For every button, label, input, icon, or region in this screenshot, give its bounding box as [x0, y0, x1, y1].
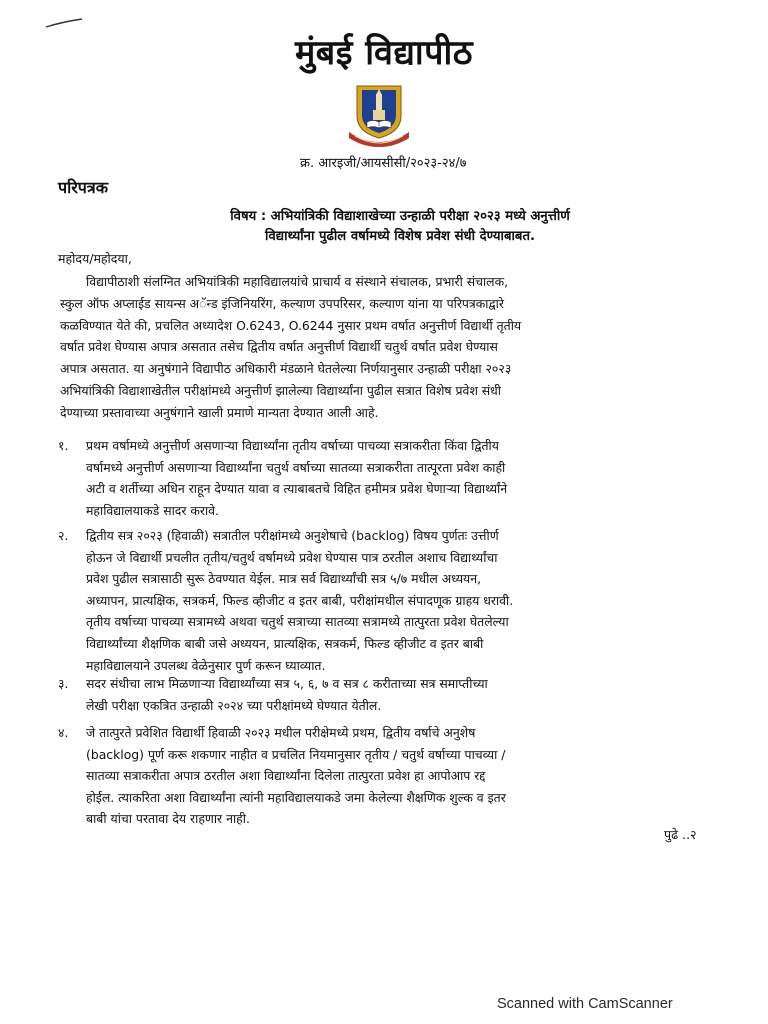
item-line: द्वितीय सत्र २०२३ (हिवाळी) सत्रातील परीक्षांमध्ये अनुशेषाचे (backlog) विषय पुर्णतः उत्तीर्ण: [86, 528, 499, 543]
item-line: होईल. त्याकरिता अशा विद्यार्थ्यांना त्यांनी महाविद्यालयाकडे जमा केलेल्या शैक्षणिक शुल्क व इतर: [86, 789, 506, 805]
paragraph-line: कळविण्यात येते की, प्रचलित अध्यादेश O.6243, O.6244 नुसार प्रथम वर्षात अनुत्तीर्ण विद्यार्थी तृतीय: [60, 317, 522, 333]
item-line: तृतीय वर्षाच्या पाचव्या सत्रामध्ये अथवा चतुर्थ सत्राच्या सातव्या सत्रामध्ये तात्पुरता प्रवेश घेतलेल्या: [86, 614, 509, 630]
item-line: सातव्या सत्राकरीता अपात्र ठरतील अशा विद्यार्थ्यांना दिलेला तात्पुरता प्रवेश हा आपोआप रद्द: [86, 768, 486, 784]
item-number: ३.: [58, 676, 69, 691]
item-number: २.: [58, 528, 69, 543]
salutation: महोदय/महोदया,: [58, 251, 132, 266]
circular-label: परिपत्रक: [58, 178, 108, 197]
subject: [120, 207, 680, 247]
item-line: होऊन जे विद्यार्थी प्रचलीत तृतीय/चतुर्थ वर्षामध्ये प्रवेश घेण्यास पात्र ठरतील अशाच विद्यार्थ्यांचा: [86, 549, 498, 565]
subject-line: विद्यार्थ्यांना पुढील वर्षामध्ये विशेष प्रवेश संधी देण्याबाबत.: [265, 229, 535, 244]
item-text: [86, 435, 726, 521]
item-line: सदर संधीचा लाभ मिळणाऱ्या विद्यार्थ्यांच्या सत्र ५, ६, ७ व सत्र ८ करीताच्या सत्र समाप्तीच्या: [86, 676, 488, 691]
item-text: [86, 722, 726, 830]
item-line: अटी व शर्तीच्या अधिन राहून देण्यात यावा व त्याबाबतचे विहित हमीमत्र प्रवेश घेणाऱ्या विद्यार्थ्यांने: [86, 481, 508, 497]
item-line: विद्यार्थ्यांच्या शैक्षणिक बाबी जसे अध्ययन, प्रात्यक्षिक, सत्रकर्म, फिल्ड व्हीजीट व इतर बाबी: [86, 635, 484, 651]
paragraph-line: वर्षात प्रवेश घेण्यास अपात्र असतात तसेच द्वितीय वर्षात अनुत्तीर्ण विद्यार्थी चतुर्थ वर्षात प्रवेश घेण्यास: [60, 339, 498, 355]
item-line: जे तात्पुरते प्रवेशित विद्यार्थी हिवाळी २०२३ मधील परीक्षेमध्ये प्रथम, द्वितीय वर्षाचे अनुशेष: [86, 725, 476, 740]
paragraph-line: स्कुल ऑफ अप्लाईड सायन्स अॅन्ड इंजिनियरिंग, कल्याण उपपरिसर, कल्याण यांना या परिपत्रकाद्वारे: [60, 295, 504, 311]
reference-number: क्र. आरइजी/आयसीसी/२०२३-२४/७: [300, 156, 467, 171]
item-line: (backlog) पूर्ण करू शकणार नाहीत व प्रचलित नियमानुसार तृतीय / चतुर्थ वर्षाच्या पाचव्या /: [86, 746, 506, 762]
item-line: वर्षामध्ये अनुत्तीर्ण असणाऱ्या विद्यार्थ्यांना चतुर्थ वर्षाच्या सातव्या सत्राकरीता तात्पूरता प्रवेश काही: [86, 459, 506, 475]
scanner-watermark: Scanned with CamScanner: [497, 996, 673, 1012]
item-line: प्रथम वर्षामध्ये अनुत्तीर्ण असणाऱ्या विद्यार्थ्यांना तृतीय वर्षाच्या पाचव्या सत्राकरीता किंवा द्वितीय: [86, 438, 499, 453]
university-crest-icon: [343, 80, 415, 148]
item-line: महाविद्यालयाने उपलब्ध वेळेनुसार पुर्ण करून घ्याव्यात.: [86, 657, 326, 673]
paragraph-line: देण्याच्या प्रस्तावाच्या अनुषंगाने खाली प्रमाणे मान्यता देण्यात आली आहे.: [60, 404, 379, 420]
item-number: १.: [58, 438, 69, 453]
item-text: [86, 525, 726, 676]
subject-line: विषय : अभियांत्रिकी विद्याशाखेच्या उन्हाळी परीक्षा २०२३ मध्ये अनुत्तीर्ण: [230, 209, 570, 224]
item-line: महाविद्यालयाकडे सादर करावे.: [86, 502, 219, 518]
intro-paragraph: [60, 271, 710, 424]
paragraph-line: विद्यापीठाशी संलग्नित अभियांत्रिकी महाविद्यालयांचे प्राचार्य व संस्थाने संचालक, प्रभारी संचालक,: [86, 274, 509, 289]
item-number: ४.: [58, 725, 69, 740]
item-line: बाबी यांचा परतावा देय राहणार नाही.: [86, 811, 250, 827]
item-line: लेखी परीक्षा एकत्रित उन्हाळी २०२४ च्या परीक्षांमध्ये घेण्यात येतील.: [86, 697, 382, 713]
item-line: अध्यापन, प्रात्यक्षिक, सत्रकर्म, फिल्ड व्हीजीट व इतर बाबी, परीक्षांमधील संपादणूक ग्राहय धरावी.: [86, 592, 514, 608]
item-line: प्रवेश पुढील सत्रासाठी सुरू ठेवण्यात येईल. मात्र सर्व विद्यार्थ्यांची सत्र ५/७ मधील अध्ययन,: [86, 571, 482, 587]
continued-marker: पुढे ..२: [664, 827, 697, 842]
item-text: [86, 673, 726, 716]
paragraph-line: अभियांत्रिकी विद्याशाखेतील परीक्षांमध्ये अनुत्तीर्ण झालेल्या विद्यार्थ्यांना पुढील सत्रात विशेष प्रवेश संधी: [60, 382, 502, 398]
university-title: मुंबई विद्यापीठ: [294, 33, 474, 73]
paragraph-line: अपात्र असतात. या अनुषंगाने विद्यापीठ अधिकारी मंडळाने घेतलेल्या निर्णयानुसार उन्हाळी परीक्षा २०२३: [60, 361, 512, 377]
